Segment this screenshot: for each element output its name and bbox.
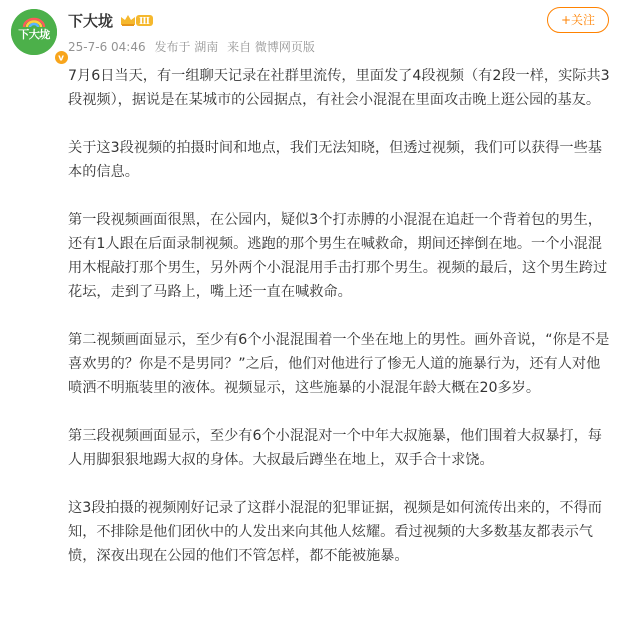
user-name[interactable]: 下大垅 [68, 12, 114, 30]
paragraph-5: 第三段视频画面显示，至少有6个小混混对一个中年大叔施暴，他们围着大叔暴打，每人用脚狠狠地踢大叔的身体。大叔最后蹲坐在地上，双手合十求饶。 [68, 428, 602, 468]
paragraph-6: 这3段拍摄的视频刚好记录了这群小混混的犯罪证据，视频是如何流传出来的，不得而知，不排除是他们团伙中的人发出来向其他人炫耀。看过视频的大多数基友都表示气愤，深夜出现在公园的他们不管怎样，都不能被施暴。 [68, 500, 602, 564]
post-header [0, 0, 620, 60]
avatar-text: 下大垅 [18, 28, 50, 41]
paragraph-2: 关于这3段视频的拍摄时间和地点，我们无法知晓，但透过视频，我们可以获得一些基本的信息。 [68, 140, 602, 180]
post-source: 来自 微博网页版 [227, 40, 315, 54]
post-location: 发布于 湖南 [154, 40, 219, 54]
avatar[interactable] [11, 9, 64, 62]
paragraph-3: 第一段视频画面很黑，在公园内，疑似3个打赤膊的小混混在追赶一个背着包的男生，还有1人跟在后面录制视频。逃跑的那个男生在喊救命，期间还摔倒在地。一个小混混用木棍敲打那个男生，另外两个小混混用手击打那个男生。视频的最后，这个男生跨过花坛，走到了马路上，嘴上还一直在喊救命。 [68, 212, 608, 300]
post-date[interactable]: 25-7-6 04:46 [68, 40, 146, 54]
svg-text:v: v [58, 53, 64, 62]
post-meta [68, 38, 320, 55]
post-content [68, 64, 613, 592]
vip-level: Ⅲ [139, 17, 150, 27]
paragraph-1: 7月6日当天，有一组聊天记录在社群里流传，里面发了4段视频（有2段一样，实际共3段视频），据说是在某城市的公园据点，有社会小混混在里面攻击晚上逛公园的基友。 [68, 68, 610, 108]
paragraph-4: 第二视频画面显示，至少有6个小混混围着一个坐在地上的男性。画外音说，“你是不是喜欢男的？你是不是男同？”之后，他们对他进行了惨无人道的施暴行为，还有人对他喷洒不明瓶装里的液体。视频显示，这些施暴的小混混年龄大概在20多岁。 [68, 332, 610, 396]
vip-crown-badge-icon[interactable] [119, 12, 155, 28]
follow-button[interactable]: +关注 [547, 7, 609, 33]
verified-badge-icon [54, 50, 69, 65]
